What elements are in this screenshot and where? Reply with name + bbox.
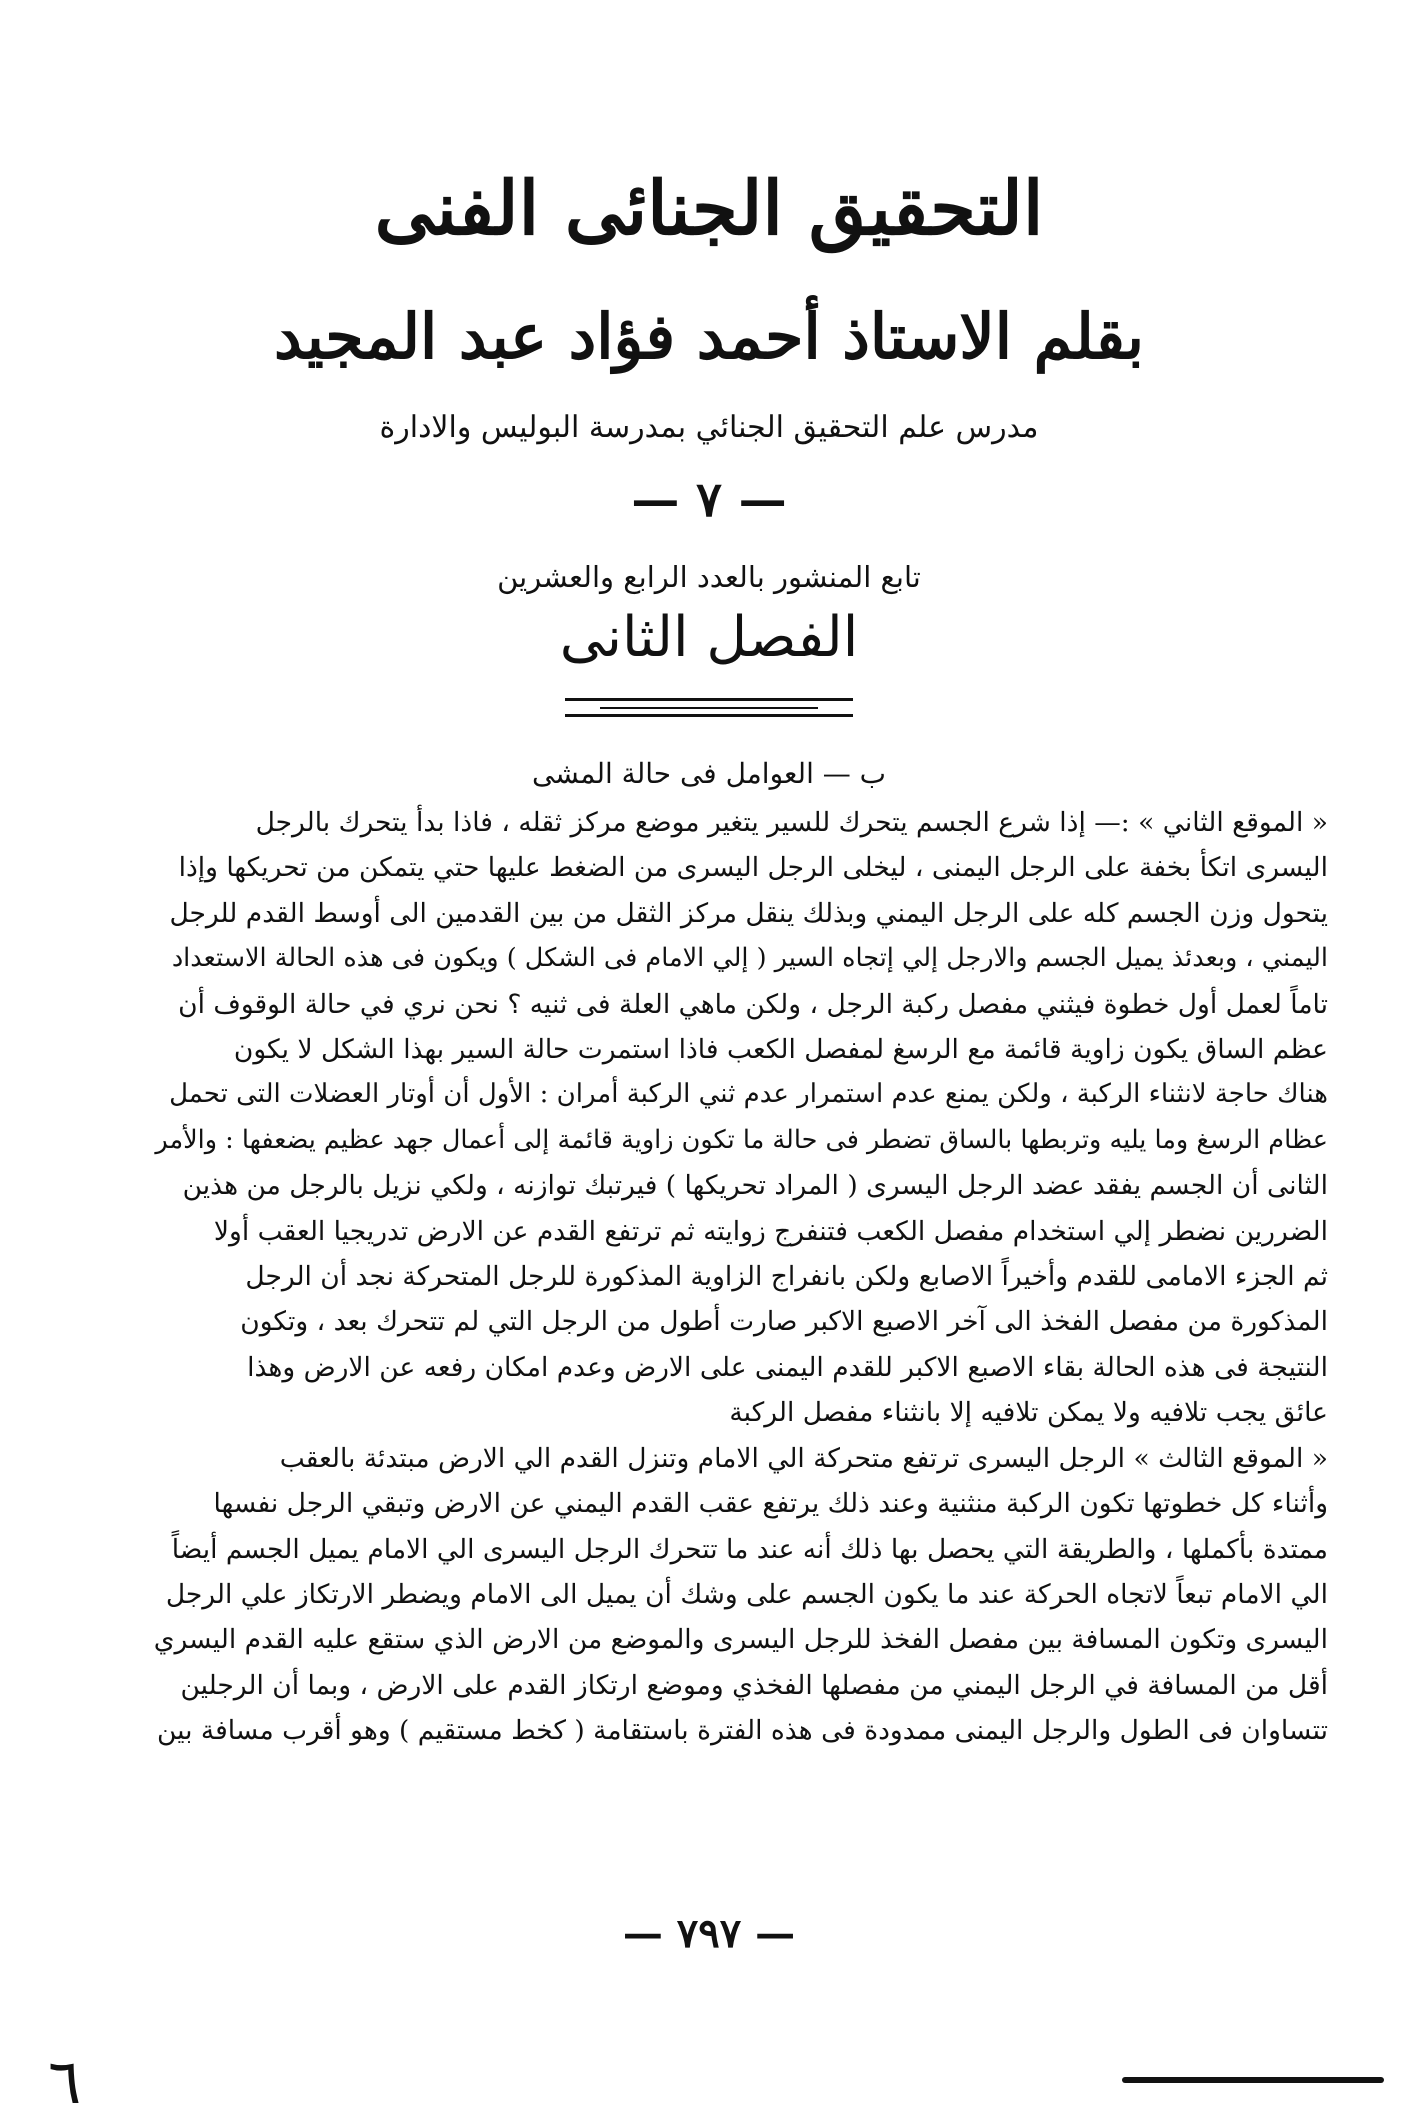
body-line: عائق يجب تلافيه ولا يمكن تلافيه إلا بانثناء مفصل الركبة	[729, 1397, 1328, 1429]
body-line: تتساوان فى الطول والرجل اليمنى ممدودة فى هذه الفترة باستقامة ( كخط مستقيم ) وهو أقرب مسافة بين	[156, 1715, 1328, 1747]
chapter-heading: الفصل الثانى	[559, 605, 859, 670]
body-line: النتيجة فى هذه الحالة بقاء الاصبع الاكبر للقدم اليمنى على الارض وعدم امكان رفعه عن الارض وهذا	[247, 1351, 1328, 1383]
body-line: تاماً لعمل أول خطوة فيثني مفصل ركبة الرجل ، ولكن ماهي العلة فى ثنيه ؟ نحن نري في حالة الوقوف أن	[178, 988, 1328, 1020]
section-heading: ب — العوامل فى حالة المشى	[531, 757, 887, 790]
sheet-mark: ٦	[48, 2045, 82, 2118]
body-line: المذكورة من مفصل الفخذ الى آخر الاصبع الاكبر صارت أطول من الرجل التي لم تتحرك بعد ، وتكون	[240, 1306, 1328, 1338]
body-line: وأثناء كل خطوتها تكون الركبة منثنية وعند ذلك يرتفع عقب القدم اليمني عن الارض وتبقي الرجل نفسها	[213, 1488, 1328, 1520]
body-line: عظم الساق يكون زاوية قائمة مع الرسغ لمفصل الكعب فاذا استمرت حالة السير بهذا الشكل لا يكون	[233, 1034, 1328, 1066]
body-line: اليسرى وتكون المسافة بين مفصل الفخذ للرجل اليسرى والموضع من الارض الذي ستقع عليه القدم اليسري	[153, 1624, 1328, 1656]
article-title: التحقيق الجنائى الفنى	[374, 166, 1044, 252]
continuation-note: تابع المنشور بالعدد الرابع والعشرين	[497, 560, 921, 594]
body-line: « الموقع الثاني » :— إذا شرع الجسم يتحرك للسير يتغير موضع مركز ثقله ، فاذا بدأ يتحرك بالرجل	[255, 807, 1328, 838]
body-line: هناك حاجة لانثناء الركبة ، ولكن يمنع عدم استمرار عدم ثني الركبة أمران : الأول أن أوتار العضلات التى تحمل	[169, 1079, 1328, 1110]
part-number: — ٧ —	[631, 472, 787, 528]
body-line: أقل من المسافة في الرجل اليمني من مفصلها الفخذي وموضع ارتكاز القدم على الارض ، وبما أن الرجلين	[180, 1669, 1328, 1701]
body-line: ثم الجزء الامامى للقدم وأخيراً الاصابع ولكن بانفراج الزاوية المذكورة للرجل المتحركة نجد أن الرجل	[245, 1261, 1328, 1293]
author-byline: بقلم الاستاذ أحمد فؤاد عبد المجيد	[274, 300, 1144, 373]
body-line: الضررين نضطر إلي استخدام مفصل الكعب فتنفرج زوايته ثم ترتفع القدم عن الارض تدريجيا العقب أولا	[213, 1215, 1328, 1247]
author-affiliation: مدرس علم التحقيق الجنائي بمدرسة البوليس والادارة	[379, 410, 1039, 445]
article-body	[150, 800, 1328, 1754]
body-line: يتحول وزن الجسم كله على الرجل اليمني وبذلك ينقل مركز الثقل من بين القدمين الى أوسط القدم للرجل	[169, 897, 1328, 929]
bottom-rule	[1122, 2077, 1384, 2083]
body-line: الي الامام تبعاً لاتجاه الحركة عند ما يكون الجسم على وشك أن يميل الى الامام ويضطر الارتكاز علي الرجل	[165, 1578, 1328, 1610]
page-number: — ٧٩٧ —	[622, 1910, 796, 1957]
body-line: عظام الرسغ وما يليه وتربطها بالساق تضطر فى حالة ما تكون زاوية قائمة إلى أعمال جهد عظيم يضعفها : والأمر	[155, 1124, 1328, 1155]
body-line: اليسرى اتكأ بخفة على الرجل اليمنى ، ليخلى الرجل اليسرى من الضغط عليها حتي يتمكن من تحريكها وإذا	[178, 852, 1328, 884]
ornamental-divider-top	[565, 698, 853, 701]
ornamental-divider-bottom	[565, 714, 853, 717]
body-line: الثانى أن الجسم يفقد عضد الرجل اليسرى ( المراد تحريكها ) فيرتبك توازنه ، ولكي نزيل بالرجل من هذين	[182, 1170, 1328, 1202]
body-line: ممتدة بأكملها ، والطريقة التي يحصل بها ذلك أنه عند ما تتحرك الرجل اليسرى الي الامام يميل الجسم أيضاً	[171, 1533, 1328, 1565]
body-line: « الموقع الثالث » الرجل اليسرى ترتفع متحركة الي الامام وتنزل القدم الي الارض مبتدئة بالعقب	[279, 1442, 1328, 1474]
body-line: اليمني ، وبعدئذ يميل الجسم والارجل إلي إتجاه السير ( إلي الامام فى الشكل ) ويكون فى هذه الحالة الاستعداد	[171, 943, 1328, 974]
ornamental-divider-middle	[600, 707, 818, 709]
